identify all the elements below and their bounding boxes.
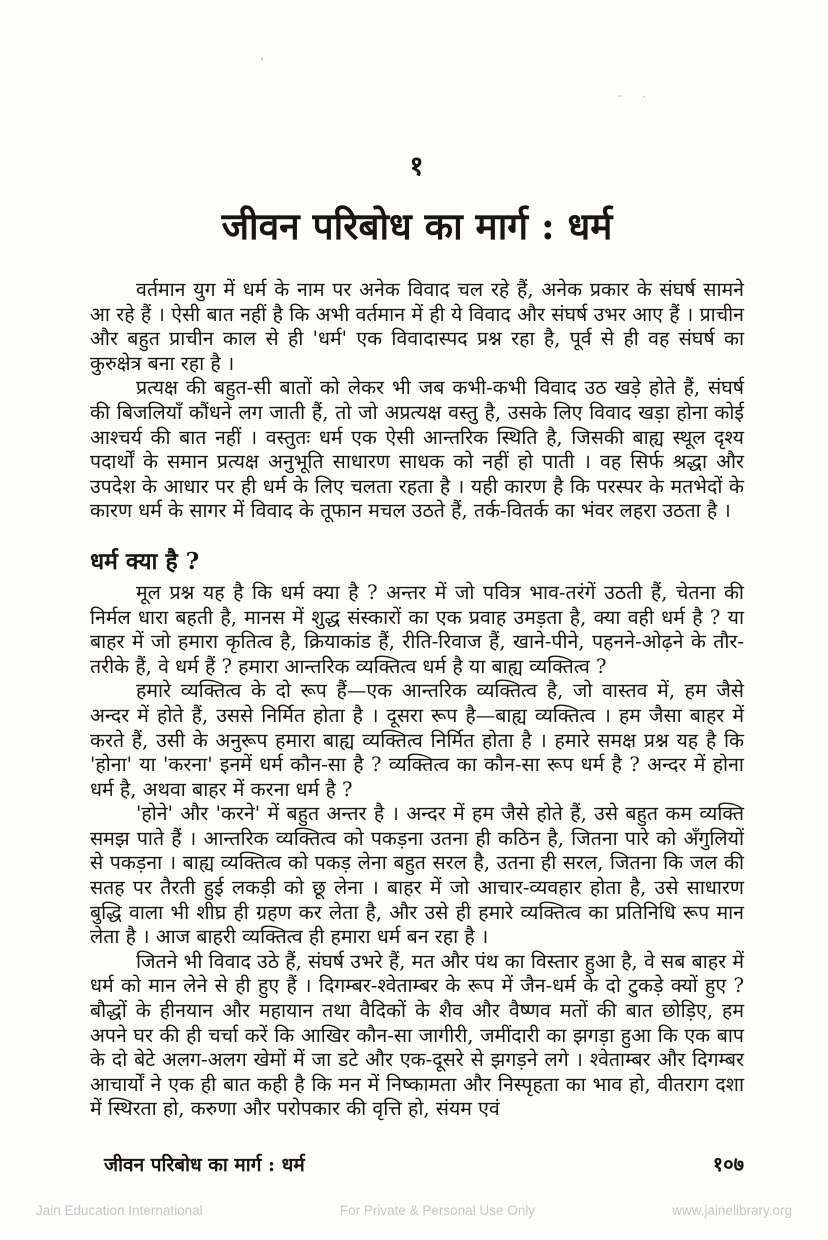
paragraph: वर्तमान युग में धर्म के नाम पर अनेक विवाद चल रहे हैं, अनेक प्रकार के संघर्ष सामने आ रहे हैं । ऐसी बात नहीं है कि अभी वर्तमान में ही ये विवाद और संघर्ष उभर आए हैं । प्राचीन और बहुत प्राचीन काल से ही 'धर्म' एक विवादास्पद प्रश्न रहा है, पूर्व से ही वह संघर्ष का कुरुक्षेत्र बना रहा है । xyxy=(90,278,744,375)
paragraph: जितने भी विवाद उठे हैं, संघर्ष उभरे हैं, मत और पंथ का विस्तार हुआ है, वे सब बाहर में धर्म को मान लेने से ही हुए हैं । दिगम्बर-श्वेताम्बर के रूप में जैन-धर्म के दो टुकड़े क्यों हुए ? बौद्धों के हीनयान और महायान तथा वैदिकों के शैव और वैष्णव मतों की बात छोड़िए, हम अपने घर की ही चर्चा करें कि आखिर कौन-सा जागीरी, जमींदारी का झगड़ा हुआ कि एक बाप के दो बेटे अलग-अलग खेमों में जा डटे और एक-दूसरे से झगड़ने लगे । श्वेताम्बर और दिगम्बर आचार्यों ने एक ही बात कही है कि मन में निष्कामता और निस्पृहता का भाव हो, वीतराग दशा में स्थिरता हो, करुणा और परोपकार की वृत्ति हो, संयम एवं xyxy=(90,949,744,1121)
watermark-publisher: Jain Education International xyxy=(36,1203,203,1218)
scan-speck xyxy=(643,96,645,98)
page-footer xyxy=(90,1150,744,1177)
scan-speck xyxy=(618,95,621,97)
scan-speck xyxy=(261,57,263,61)
page-content xyxy=(90,146,744,1122)
section-heading: धर्म क्या है ? xyxy=(90,547,200,575)
paragraph: मूल प्रश्न यह है कि धर्म क्या है ? अन्तर में जो पवित्र भाव-तरंगें उठती हैं, चेतना की निर्मल धारा बहती है, मानस में शुद्ध संस्कारों का एक प्रवाह उमड़ता है, क्या वही धर्म है ? या बाहर में जो हमारा कृतित्व है, क्रियाकांड हैं, रीति-रिवाज हैं, खाने-पीने, पहनने-ओढ़ने के तौर-तरीके हैं, वे धर्म हैं ? हमारा आन्तरिक व्यक्तित्व धर्म है या बाह्य व्यक्तित्व ? xyxy=(90,580,744,678)
page-number: १०७ xyxy=(712,1152,744,1176)
paragraph: प्रत्यक्ष की बहुत-सी बातों को लेकर भी जब कभी-कभी विवाद उठ खड़े होते हैं, संघर्ष की बिजलियाँ कौंधने लग जाती हैं, तो जो अप्रत्यक्ष वस्तु है, उसके लिए विवाद खड़ा होना कोई आश्चर्य की बात नहीं । वस्तुतः धर्म एक ऐसी आन्तरिक स्थिति है, जिसकी बाह्य स्थूल दृश्य पदार्थों के समान प्रत्यक्ष अनुभूति साधारण साधक को नहीं हो पाती । वह सिर्फ श्रद्धा और उपदेश के आधार पर ही धर्म के लिए चलता रहता है । यही कारण है कि परस्पर के मतभेदों के कारण धर्म के सागर में विवाद के तूफान मचल उठते हैं, तर्क-वितर्क का भंवर लहरा उठता है । xyxy=(90,376,744,523)
paragraph: हमारे व्यक्तित्व के दो रूप हैं—एक आन्तरिक व्यक्तित्व है, जो वास्तव में, हम जैसे अन्दर में होते हैं, उससे निर्मित होता है । दूसरा रूप है—बाह्य व्यक्तित्व । हम जैसा बाहर में करते हैं, उसी के अनुरूप हमारा बाह्य व्यक्तित्व निर्मित होता है । हमारे समक्ष प्रश्न यह है कि 'होना' या 'करना' इनमें धर्म कौन-सा है ? व्यक्तित्व का कौन-सा रूप धर्म है ? अन्दर में होना धर्म है, अथवा बाहर में करना धर्म है ? xyxy=(90,679,744,801)
watermark-website: www.jainelibrary.org xyxy=(672,1203,792,1218)
running-title: जीवन परिबोध का मार्ग : धर्म xyxy=(104,1154,305,1176)
page-title: जीवन परिबोध का मार्ग : धर्म xyxy=(221,204,613,248)
body-text xyxy=(90,278,744,1122)
paragraph: 'होने' और 'करने' में बहुत अन्तर है । अन्दर में हम जैसे होते हैं, उसे बहुत कम व्यक्ति समझ पाते हैं । आन्तरिक व्यक्तित्व को पकड़ना उतना ही कठिन है, जितना पारे को अँगुलियों से पकड़ना । बाह्य व्यक्तित्व को पकड़ लेना बहुत सरल है, उतना ही सरल, जितना कि जल की सतह पर तैरती हुई लकड़ी को छू लेना । बाहर में जो आचार-व्यवहार होता है, उसे साधारण बुद्धि वाला भी शीघ्र ही ग्रहण कर लेता है, और उसे ही हमारे व्यक्तित्व का प्रतिनिधि रूप मान लेता है । आज बाहरी व्यक्तित्व ही हमारा धर्म बन रहा है । xyxy=(90,802,744,949)
watermark-usage-notice: For Private & Personal Use Only xyxy=(339,1203,535,1218)
scan-watermark-bar xyxy=(0,1203,828,1218)
chapter-number: १ xyxy=(409,151,425,182)
